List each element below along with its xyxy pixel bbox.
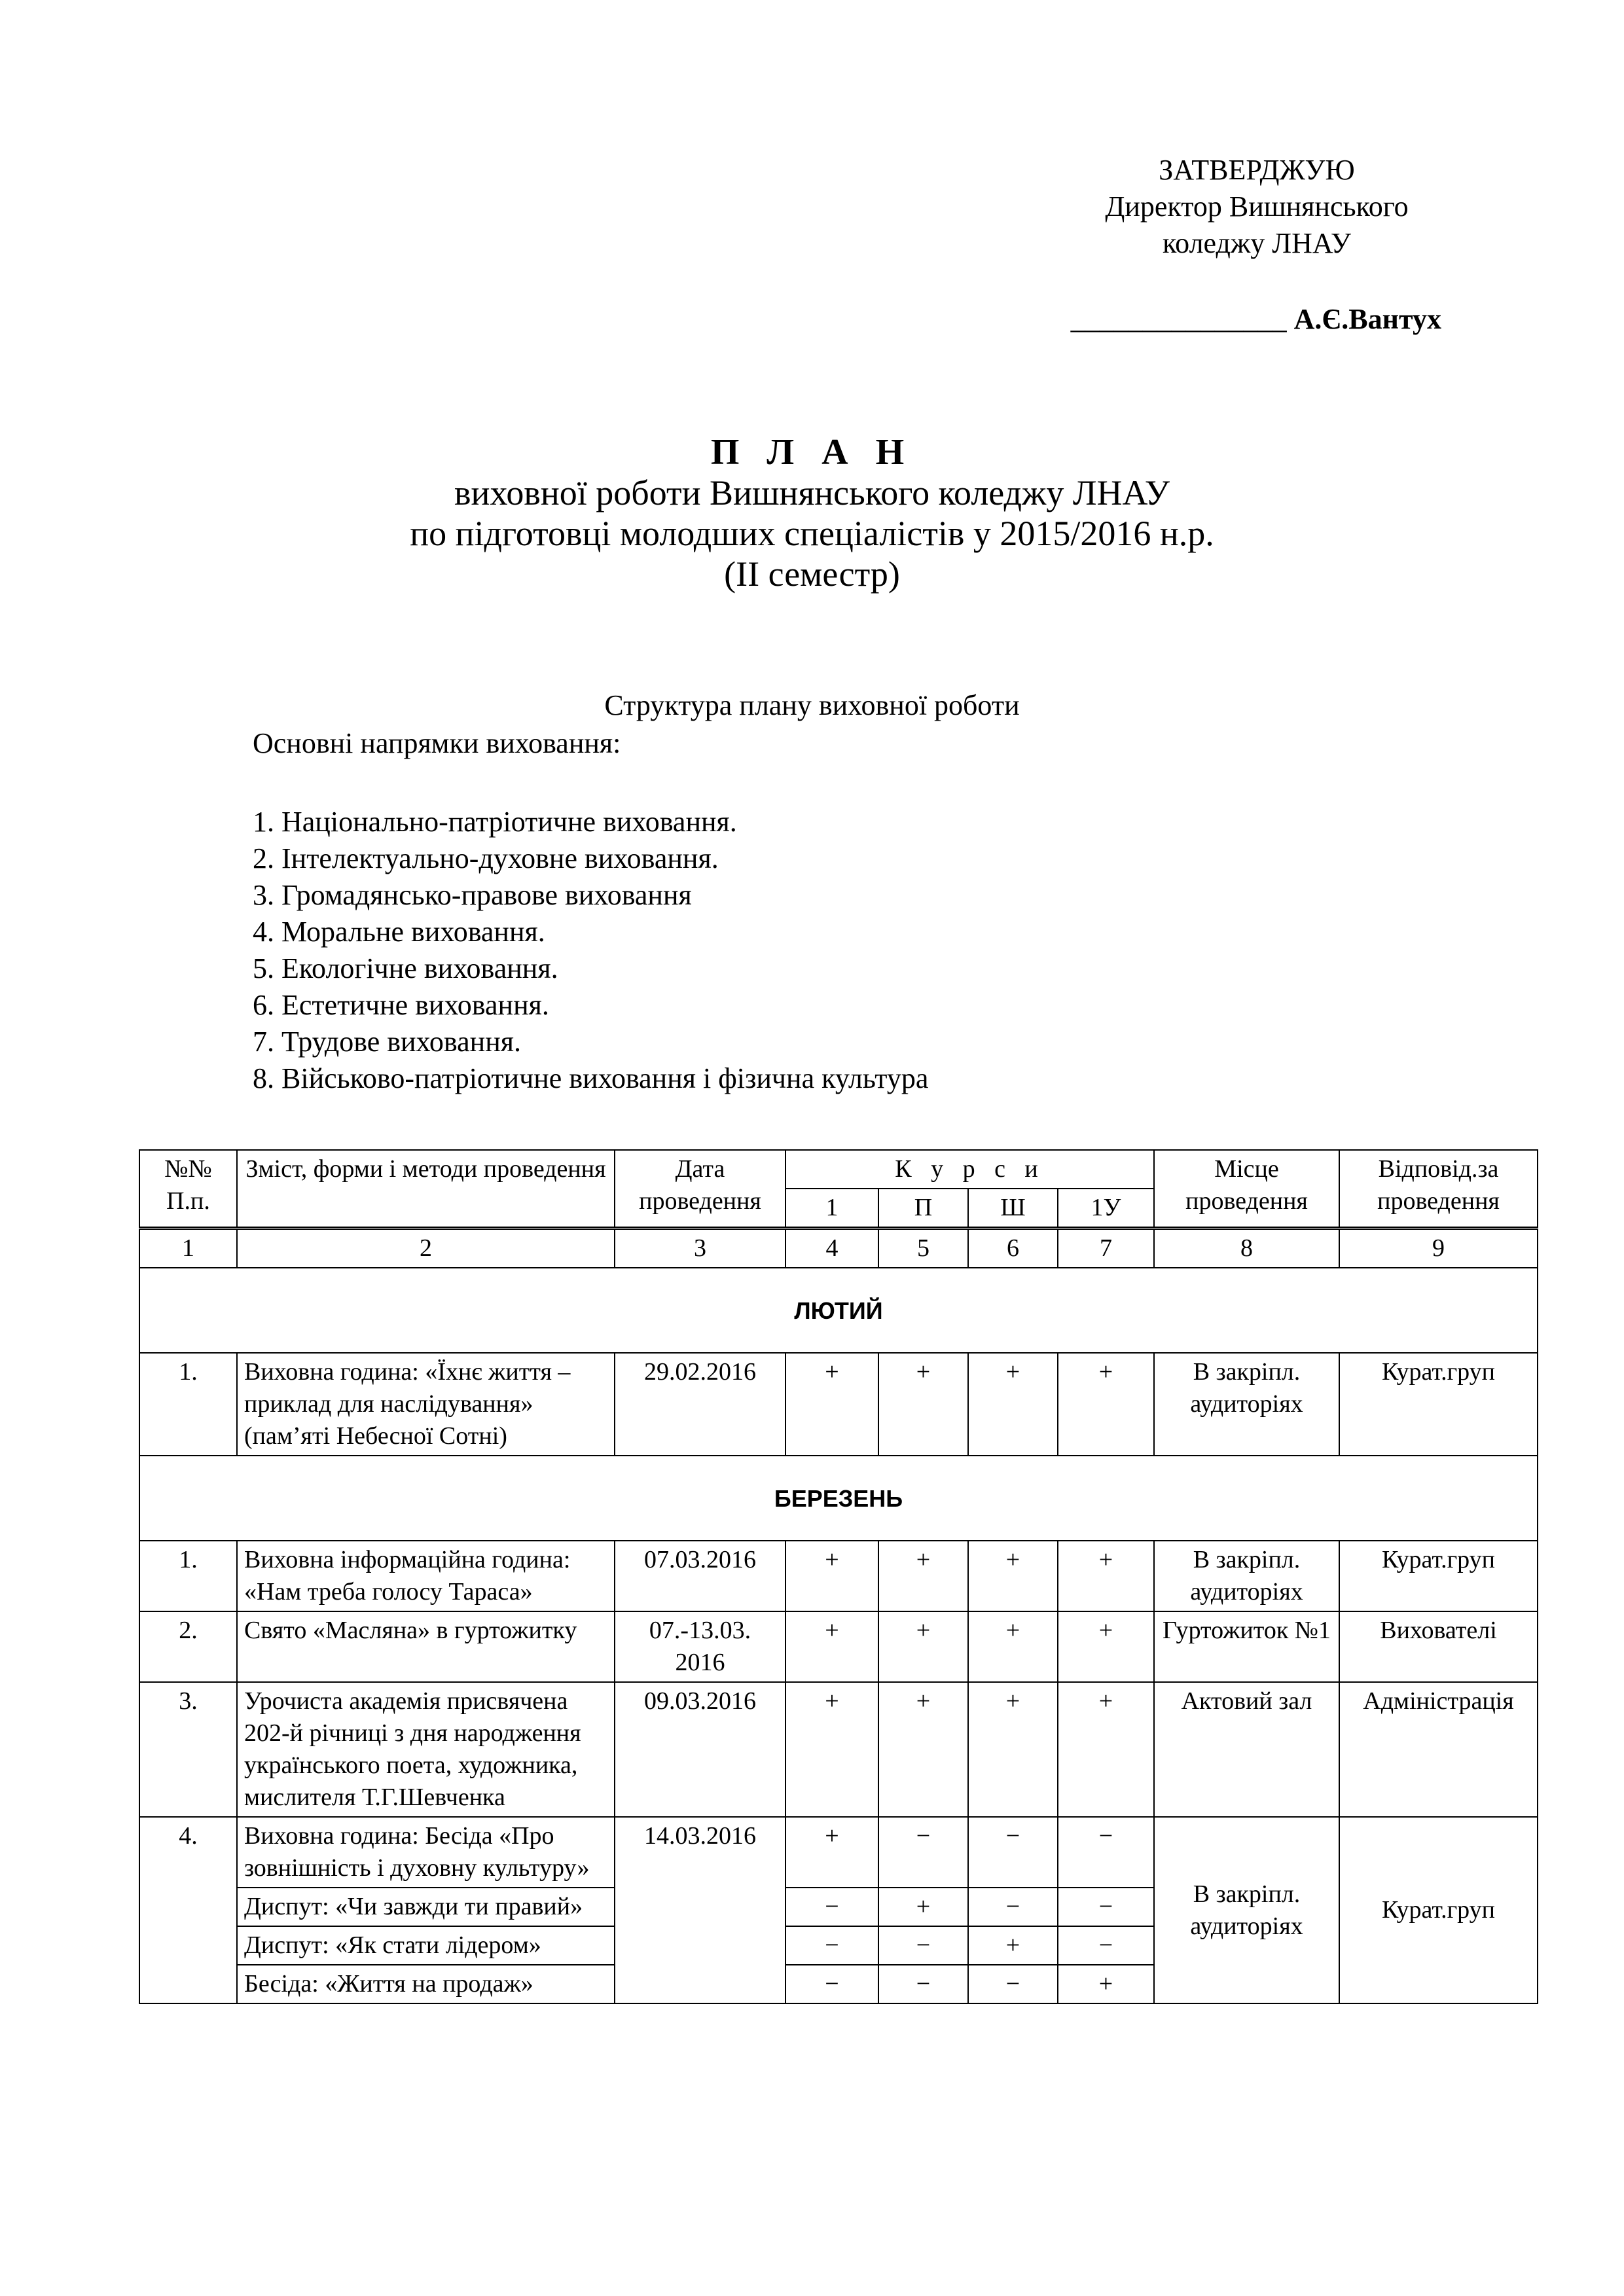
table-header-row — [139, 1150, 1538, 1189]
signature-blank: _______________ — [1070, 303, 1287, 335]
row-course-1: + — [785, 1541, 878, 1611]
approval-heading: ЗАТВЕРДЖУЮ — [1159, 154, 1355, 186]
row-date: 07.-13.03. 2016 — [615, 1611, 785, 1682]
row-course-4: + — [1058, 1353, 1154, 1456]
plan-table — [139, 1149, 1538, 2004]
row-course-2: + — [878, 1541, 968, 1611]
row-course-4: + — [1058, 1965, 1154, 2003]
table-row — [139, 1541, 1538, 1611]
row-content: Свято «Масляна» в гуртожитку — [237, 1611, 615, 1682]
row-place: В закріпл. аудиторіях — [1154, 1817, 1339, 2003]
plan-heading: П Л А Н — [710, 432, 914, 473]
column-number: 5 — [878, 1229, 968, 1268]
row-course-1: + — [785, 1682, 878, 1817]
header-place: Місце проведення — [1154, 1150, 1339, 1229]
column-number: 6 — [968, 1229, 1058, 1268]
column-number: 2 — [237, 1229, 615, 1268]
month-row-march — [139, 1456, 1538, 1541]
month-label: ЛЮТИЙ — [139, 1268, 1538, 1353]
row-course-4: − — [1058, 1926, 1154, 1965]
table-row — [139, 1682, 1538, 1817]
row-course-4: + — [1058, 1682, 1154, 1817]
table-row — [139, 1817, 1538, 1888]
row-content: Урочиста академія присвячена 202-й річниці з дня народження українського поета, художника, мислителя Т.Г.Шевченка — [237, 1682, 615, 1817]
row-date: 14.03.2016 — [615, 1817, 785, 2003]
column-number: 3 — [615, 1229, 785, 1268]
direction-item: 8. Військово-патріотичне виховання і фізична культура — [253, 1062, 929, 1094]
row-course-2: + — [878, 1611, 968, 1682]
month-label: БЕРЕЗЕНЬ — [139, 1456, 1538, 1541]
direction-item: 6. Естетичне виховання. — [253, 989, 549, 1021]
direction-item: 1. Національно-патріотичне виховання. — [253, 806, 737, 838]
row-course-1: + — [785, 1817, 878, 1888]
row-place: В закріпл. аудиторіях — [1154, 1541, 1339, 1611]
header-num: №№ П.п. — [139, 1150, 237, 1229]
row-content: Диспут: «Чи завжди ти правий» — [237, 1888, 615, 1926]
directions-block — [253, 725, 928, 1097]
row-place: Актовий зал — [1154, 1682, 1339, 1817]
row-course-3: + — [968, 1541, 1058, 1611]
row-date: 09.03.2016 — [615, 1682, 785, 1817]
row-content: Виховна інформаційна година: «Нам треба голосу Тараса» — [237, 1541, 615, 1611]
row-place: Гуртожиток №1 — [1154, 1611, 1339, 1682]
direction-item: 5. Екологічне виховання. — [253, 952, 558, 984]
structure-title: Структура плану виховної роботи — [604, 689, 1020, 721]
column-number: 9 — [1339, 1229, 1538, 1268]
row-num: 4. — [139, 1817, 237, 2003]
document-title — [0, 432, 1624, 594]
row-course-4: − — [1058, 1817, 1154, 1888]
month-row-february — [139, 1268, 1538, 1353]
table-row — [139, 1611, 1538, 1682]
row-course-3: + — [968, 1926, 1058, 1965]
column-number: 7 — [1058, 1229, 1154, 1268]
signature-line — [1021, 301, 1492, 338]
title-line-2: виховної роботи Вишнянського коледжу ЛНАУ — [454, 473, 1170, 512]
column-number: 8 — [1154, 1229, 1339, 1268]
row-num: 3. — [139, 1682, 237, 1817]
approval-block — [1021, 152, 1492, 338]
header-responsible: Відповід.за проведення — [1339, 1150, 1538, 1229]
column-number: 4 — [785, 1229, 878, 1268]
row-responsible: Курат.груп — [1339, 1353, 1538, 1456]
row-course-4: + — [1058, 1611, 1154, 1682]
header-course-4: 1У — [1058, 1189, 1154, 1229]
row-responsible: Вихователі — [1339, 1611, 1538, 1682]
row-course-3: − — [968, 1965, 1058, 2003]
direction-item: 3. Громадянсько-правове виховання — [253, 879, 692, 911]
column-number: 1 — [139, 1229, 237, 1268]
row-course-1: + — [785, 1353, 878, 1456]
row-course-4: + — [1058, 1541, 1154, 1611]
row-course-2: + — [878, 1353, 968, 1456]
directions-list — [253, 804, 928, 1097]
row-course-3: − — [968, 1888, 1058, 1926]
column-numbers-row — [139, 1229, 1538, 1268]
signer-name: А.Є.Вантух — [1293, 303, 1441, 335]
row-course-3: + — [968, 1353, 1058, 1456]
header-course-1: 1 — [785, 1189, 878, 1229]
approval-position: Директор Вишнянського — [1105, 190, 1409, 223]
table-row — [139, 1353, 1538, 1456]
row-course-1: − — [785, 1926, 878, 1965]
header-date: Дата проведення — [615, 1150, 785, 1229]
row-date: 29.02.2016 — [615, 1353, 785, 1456]
row-num: 1. — [139, 1353, 237, 1456]
row-num: 2. — [139, 1611, 237, 1682]
row-course-2: − — [878, 1965, 968, 2003]
directions-subtitle: Основні напрямки виховання: — [253, 727, 621, 759]
row-date: 07.03.2016 — [615, 1541, 785, 1611]
header-content: Зміст, форми і методи проведення — [237, 1150, 615, 1229]
row-course-1: − — [785, 1888, 878, 1926]
row-course-2: + — [878, 1888, 968, 1926]
row-content: Диспут: «Як стати лідером» — [237, 1926, 615, 1965]
row-course-4: − — [1058, 1888, 1154, 1926]
row-course-2: − — [878, 1926, 968, 1965]
row-responsible: Курат.груп — [1339, 1817, 1538, 2003]
header-course-3: Ш — [968, 1189, 1058, 1229]
direction-item: 4. Моральне виховання. — [253, 916, 545, 948]
approval-institution: коледжу ЛНАУ — [1163, 227, 1351, 259]
direction-item: 2. Інтелектуально-духовне виховання. — [253, 842, 719, 874]
row-content: Виховна година: Бесіда «Про зовнішність і духовну культуру» — [237, 1817, 615, 1888]
direction-item: 7. Трудове виховання. — [253, 1026, 521, 1058]
row-course-3: + — [968, 1682, 1058, 1817]
row-course-2: − — [878, 1817, 968, 1888]
header-course-2: П — [878, 1189, 968, 1229]
row-course-3: + — [968, 1611, 1058, 1682]
row-num: 1. — [139, 1541, 237, 1611]
row-content: Бесіда: «Життя на продаж» — [237, 1965, 615, 2003]
row-course-2: + — [878, 1682, 968, 1817]
row-course-1: + — [785, 1611, 878, 1682]
row-responsible: Курат.груп — [1339, 1541, 1538, 1611]
header-courses: К у р с и — [785, 1150, 1154, 1189]
title-line-3: по підготовці молодших спеціалістів у 2015/2016 н.р. — [410, 514, 1214, 553]
row-place: В закріпл. аудиторіях — [1154, 1353, 1339, 1456]
row-course-1: − — [785, 1965, 878, 2003]
title-line-4: (ІІ семестр) — [724, 554, 900, 594]
row-responsible: Адміністрація — [1339, 1682, 1538, 1817]
row-course-3: − — [968, 1817, 1058, 1888]
row-content: Виховна година: «Їхнє життя – приклад для наслідування» (пам’яті Небесної Сотні) — [237, 1353, 615, 1456]
